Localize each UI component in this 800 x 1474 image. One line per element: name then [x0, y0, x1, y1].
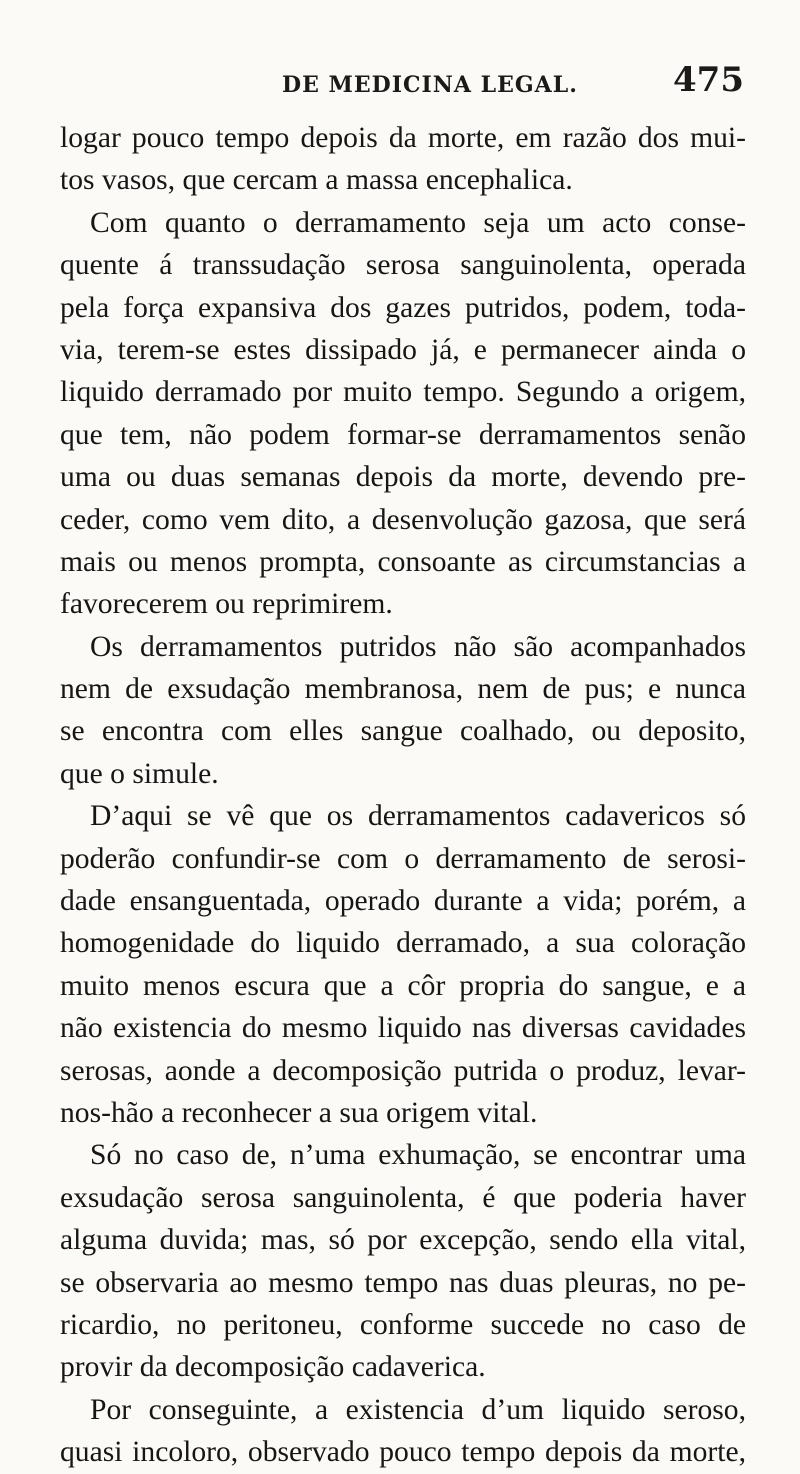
- text-line: ricardio, no peritoneu, conforme succede no caso de: [60, 1308, 746, 1341]
- body-text: [60, 117, 746, 1474]
- text-line: que tem, não podem formar-se derramamentos senão: [60, 418, 746, 451]
- text-line: Só no caso de, n’uma exhumação, se encontrar uma: [90, 1139, 746, 1172]
- text-line: se observaria ao mesmo tempo nas duas pleuras, no pe-: [60, 1266, 746, 1299]
- text-line: D’aqui se vê que os derramamentos cadavericos só: [90, 800, 746, 833]
- text-line: Os derramamentos putridos não são acompanhados: [90, 630, 746, 663]
- text-line: ceder, como vem dito, a desenvolução gazosa, que será: [60, 503, 746, 536]
- text-line: nos-hão a reconhecer a sua origem vital.: [60, 1096, 538, 1129]
- text-line: pela força expansiva dos gazes putridos, podem, toda-: [60, 291, 746, 324]
- page-number: 475: [673, 60, 744, 100]
- text-line: quasi incoloro, observado pouco tempo depois da morte,: [60, 1436, 746, 1469]
- paragraph: [60, 1389, 746, 1474]
- text-line: exsudação serosa sanguinolenta, é que poderia haver: [60, 1181, 746, 1214]
- text-line: logar pouco tempo depois da morte, em razão dos mui-: [60, 122, 746, 154]
- text-line: poderão confundir-se com o derramamento de serosi-: [60, 842, 746, 875]
- text-line: serosas, aonde a decomposição putrida o produz, levar-: [60, 1054, 746, 1087]
- text-line: que o simule.: [60, 757, 219, 790]
- text-line: favorecerem ou reprimirem.: [60, 588, 393, 621]
- text-line: muito menos escura que a côr propria do sangue, e a: [60, 969, 746, 1002]
- text-line: tos vasos, que cercam a massa encephalica.: [60, 164, 573, 197]
- paragraph: [60, 1134, 746, 1388]
- text-line: liquido derramado por muito tempo. Segundo a origem,: [60, 376, 746, 409]
- text-line: Com quanto o derramamento seja um acto conse-: [90, 206, 746, 239]
- running-title: DE MEDICINA LEGAL.: [282, 72, 578, 98]
- text-line: mais ou menos prompta, consoante as circumstancias a: [60, 545, 746, 578]
- text-line: provir da decomposição cadaverica.: [60, 1351, 486, 1384]
- text-line: uma ou duas semanas depois da morte, devendo pre-: [60, 461, 746, 494]
- text-line: dade ensanguentada, operado durante a vida; porém, a: [60, 885, 746, 918]
- paragraph: [60, 626, 746, 796]
- text-line: via, terem-se estes dissipado já, e permanecer ainda o: [60, 333, 746, 366]
- text-line: quente á transsudação serosa sanguinolenta, operada: [60, 249, 746, 282]
- paragraph: [60, 202, 746, 626]
- text-line: homogenidade do liquido derramado, a sua coloração: [60, 927, 746, 960]
- text-line: nem de exsudação membranosa, nem de pus; e nunca: [60, 673, 746, 706]
- text-line: não existencia do mesmo liquido nas diversas cavidades: [60, 1012, 746, 1045]
- text-line: alguma duvida; mas, só por excepção, sendo ella vital,: [60, 1224, 746, 1257]
- text-line: se encontra com elles sangue coalhado, ou deposito,: [60, 715, 746, 748]
- text-line: Por conseguinte, a existencia d’um liquido seroso,: [90, 1393, 746, 1426]
- paragraph: [60, 795, 746, 1134]
- page-header: [60, 60, 746, 110]
- paragraph: [60, 117, 746, 202]
